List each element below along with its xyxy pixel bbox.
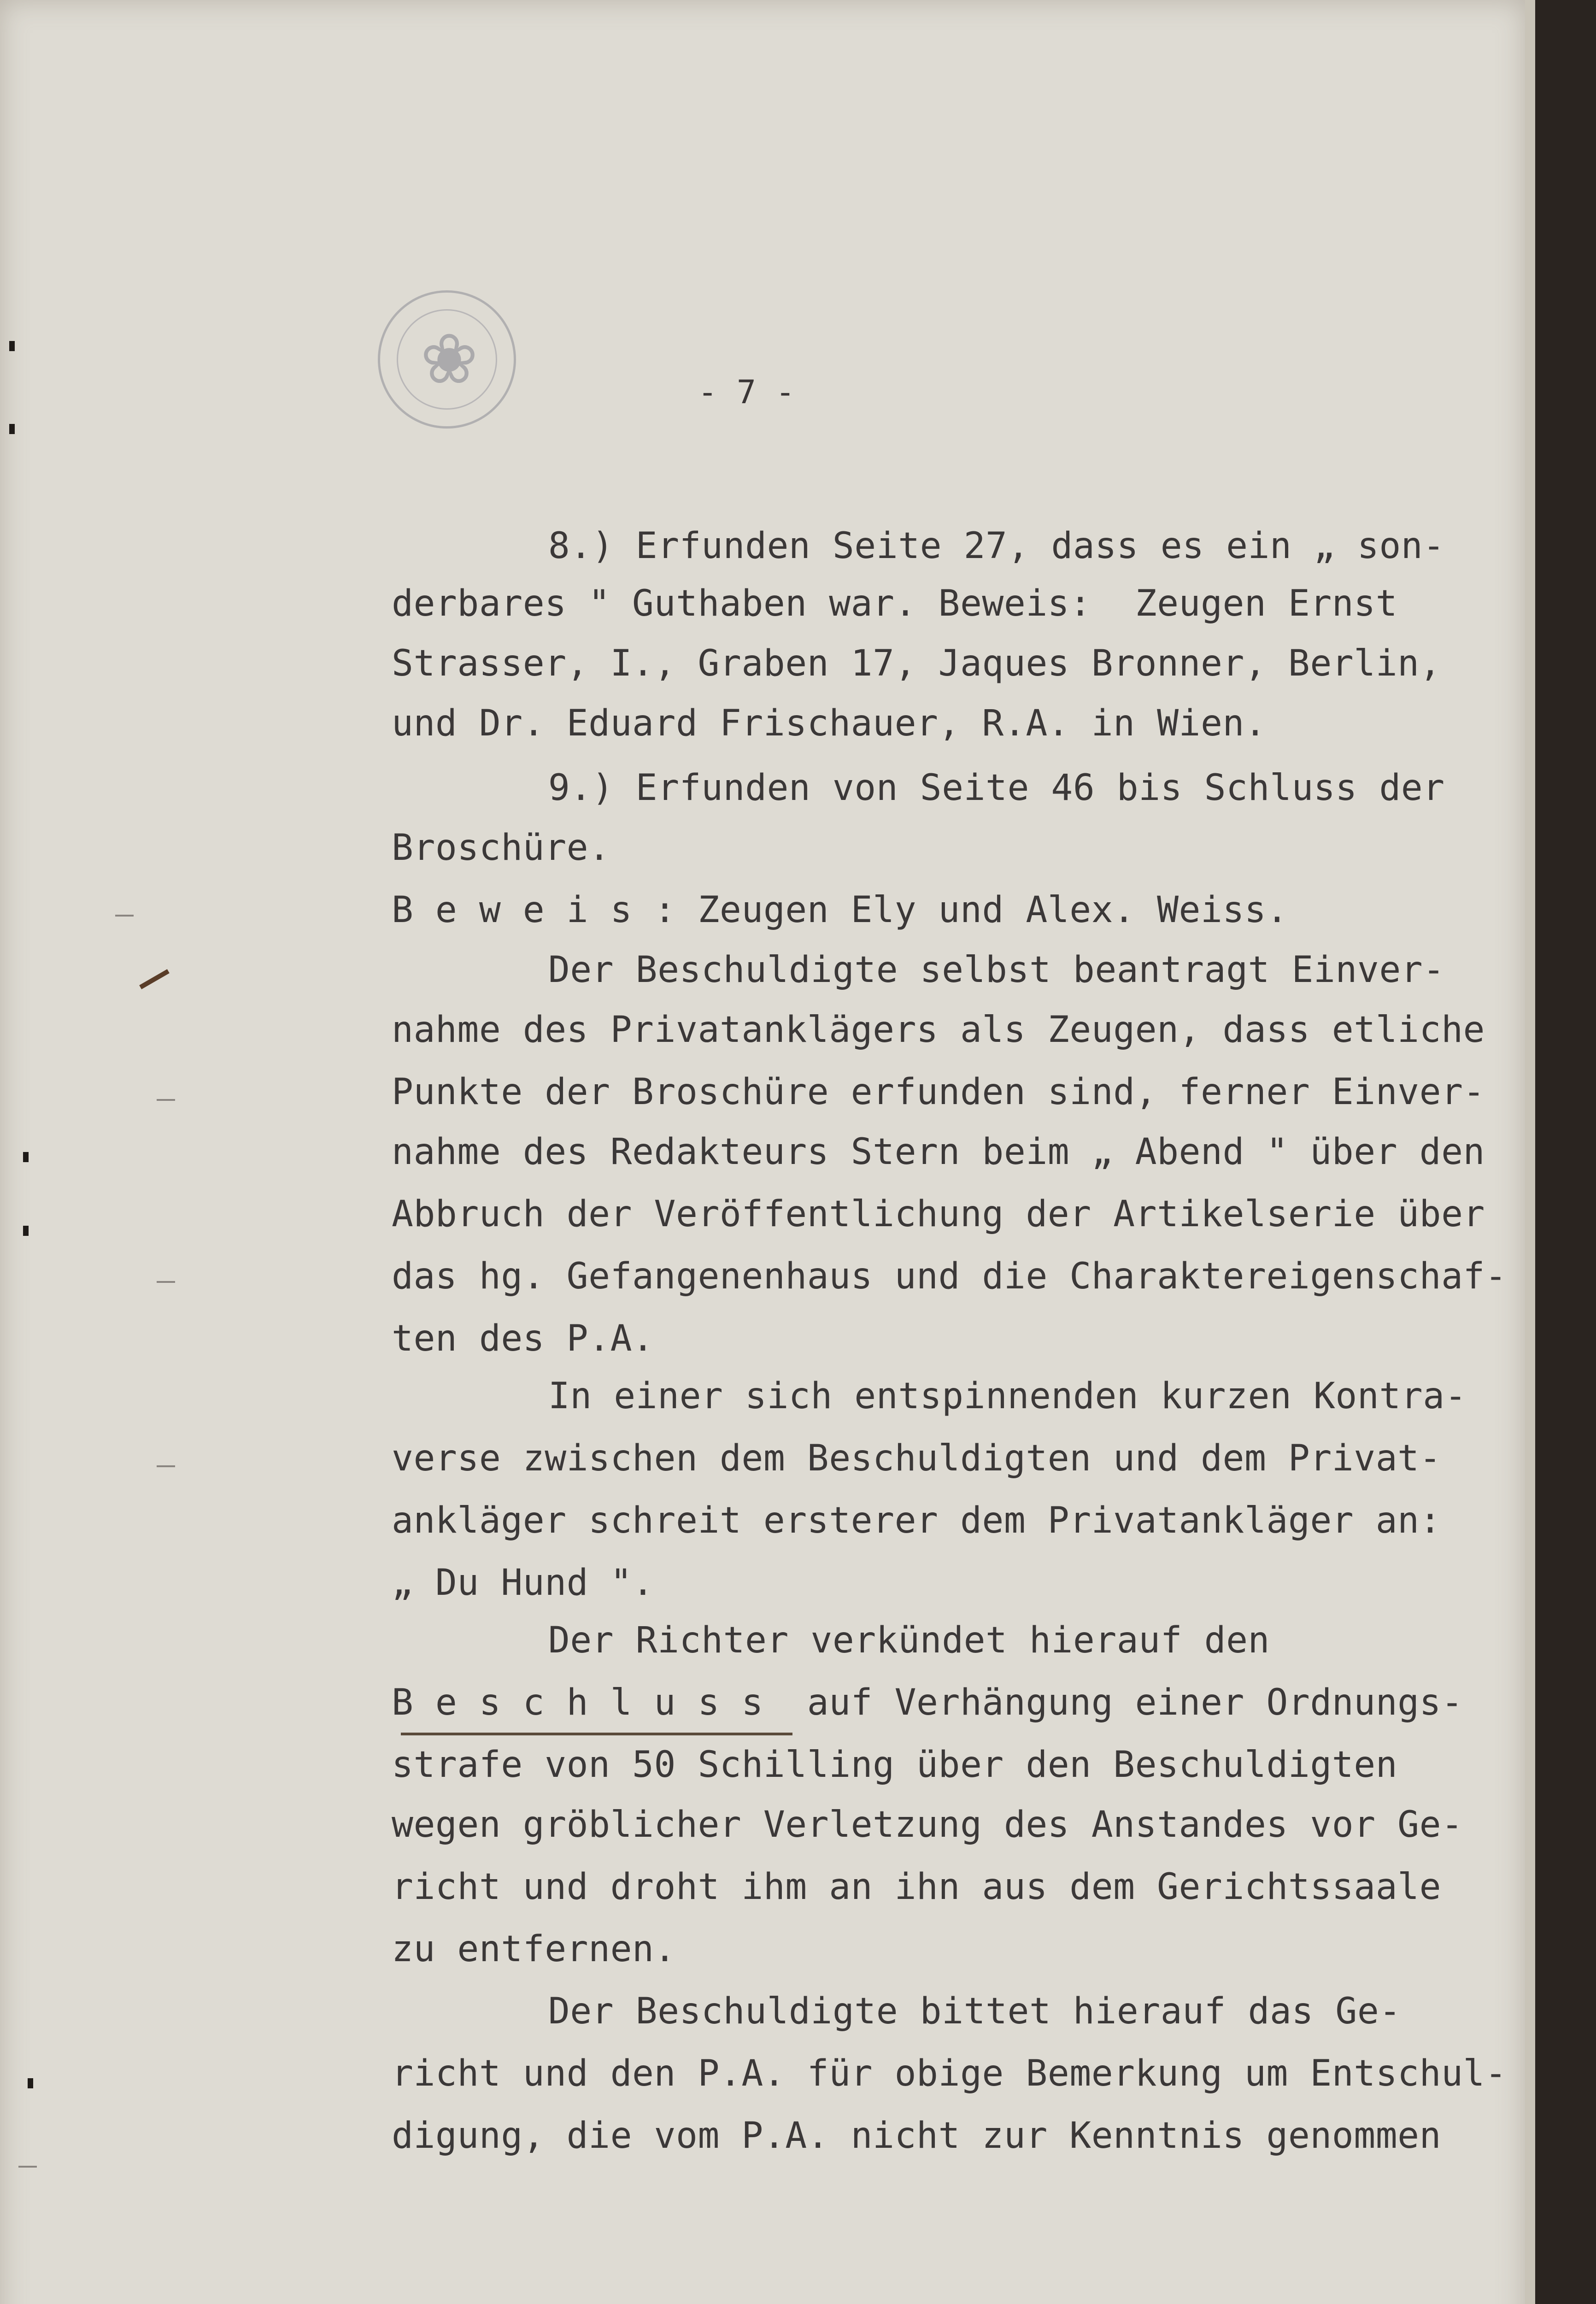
text-line-13: das hg. Gefangenenhaus und die Charaktereigenschaf- <box>392 1256 1507 1297</box>
text-line-3: Strasser, I., Graben 17, Jaques Bronner, Berlin, <box>392 643 1442 684</box>
eagle-seal-icon: ❀ <box>420 319 478 400</box>
margin-mark <box>28 2078 33 2088</box>
text-line-21: strafe von 50 Schilling über den Beschuldigten <box>392 1744 1398 1786</box>
text-line-1: 8.) Erfunden Seite 27, dass es ein „ son- <box>461 525 1445 567</box>
text-line-27: digung, die vom P.A. nicht zur Kenntnis genommen <box>392 2115 1442 2157</box>
text-line-4: und Dr. Eduard Frischauer, R.A. in Wien. <box>392 703 1267 744</box>
text-line-12: Abbruch der Veröffentlichung der Artikelserie über <box>392 1193 1485 1235</box>
text-line-5: 9.) Erfunden von Seite 46 bis Schluss der <box>461 767 1445 809</box>
text-line-23: richt und droht ihm an ihn aus dem Gerichtssaale <box>392 1866 1442 1908</box>
archive-stamp <box>378 290 516 429</box>
text-line-25: Der Beschuldigte bittet hierauf das Ge- <box>461 1991 1401 2032</box>
margin-dash <box>115 915 134 917</box>
page-edge <box>1525 0 1535 2304</box>
text-line-15: In einer sich entspinnenden kurzen Kontra- <box>461 1375 1467 1417</box>
margin-mark <box>23 1226 29 1236</box>
text-line-24: zu entfernen. <box>392 1928 676 1970</box>
text-line-18: „ Du Hund ". <box>392 1562 654 1604</box>
text-line-8: Der Beschuldigte selbst beantragt Einver- <box>461 949 1445 991</box>
text-line-19: Der Richter verkündet hierauf den <box>461 1620 1270 1661</box>
text-line-11: nahme des Redakteurs Stern beim „ Abend " über den <box>392 1131 1485 1173</box>
text-line-2: derbares " Guthaben war. Beweis: Zeugen Ernst <box>392 583 1398 624</box>
text-line-9: nahme des Privatanklägers als Zeugen, dass etliche <box>392 1009 1485 1051</box>
beschluss-underline <box>401 1733 792 1735</box>
margin-dash <box>157 1099 175 1101</box>
pencil-mark <box>139 969 170 989</box>
page-number: - 7 - <box>698 373 795 411</box>
margin-mark <box>23 1152 29 1162</box>
text-line-7: B e w e i s : Zeugen Ely und Alex. Weiss. <box>392 889 1288 931</box>
text-line-10: Punkte der Broschüre erfunden sind, ferner Einver- <box>392 1071 1485 1113</box>
text-line-6: Broschüre. <box>392 827 610 869</box>
margin-mark <box>9 341 15 351</box>
text-line-22: wegen gröblicher Verletzung des Anstandes vor Ge- <box>392 1804 1463 1846</box>
margin-dash <box>18 2166 37 2168</box>
text-line-14: ten des P.A. <box>392 1318 654 1359</box>
text-line-16: verse zwischen dem Beschuldigten und dem Privat- <box>392 1438 1442 1479</box>
text-line-26: richt und den P.A. für obige Bemerkung um Entschul- <box>392 2053 1507 2094</box>
margin-mark <box>9 424 15 434</box>
text-line-20: B e s c h l u s s auf Verhängung einer Ordnungs- <box>392 1682 1463 1723</box>
text-line-17: ankläger schreit ersterer dem Privatankläger an: <box>392 1500 1442 1541</box>
margin-dash <box>157 1465 175 1467</box>
margin-dash <box>157 1281 175 1283</box>
